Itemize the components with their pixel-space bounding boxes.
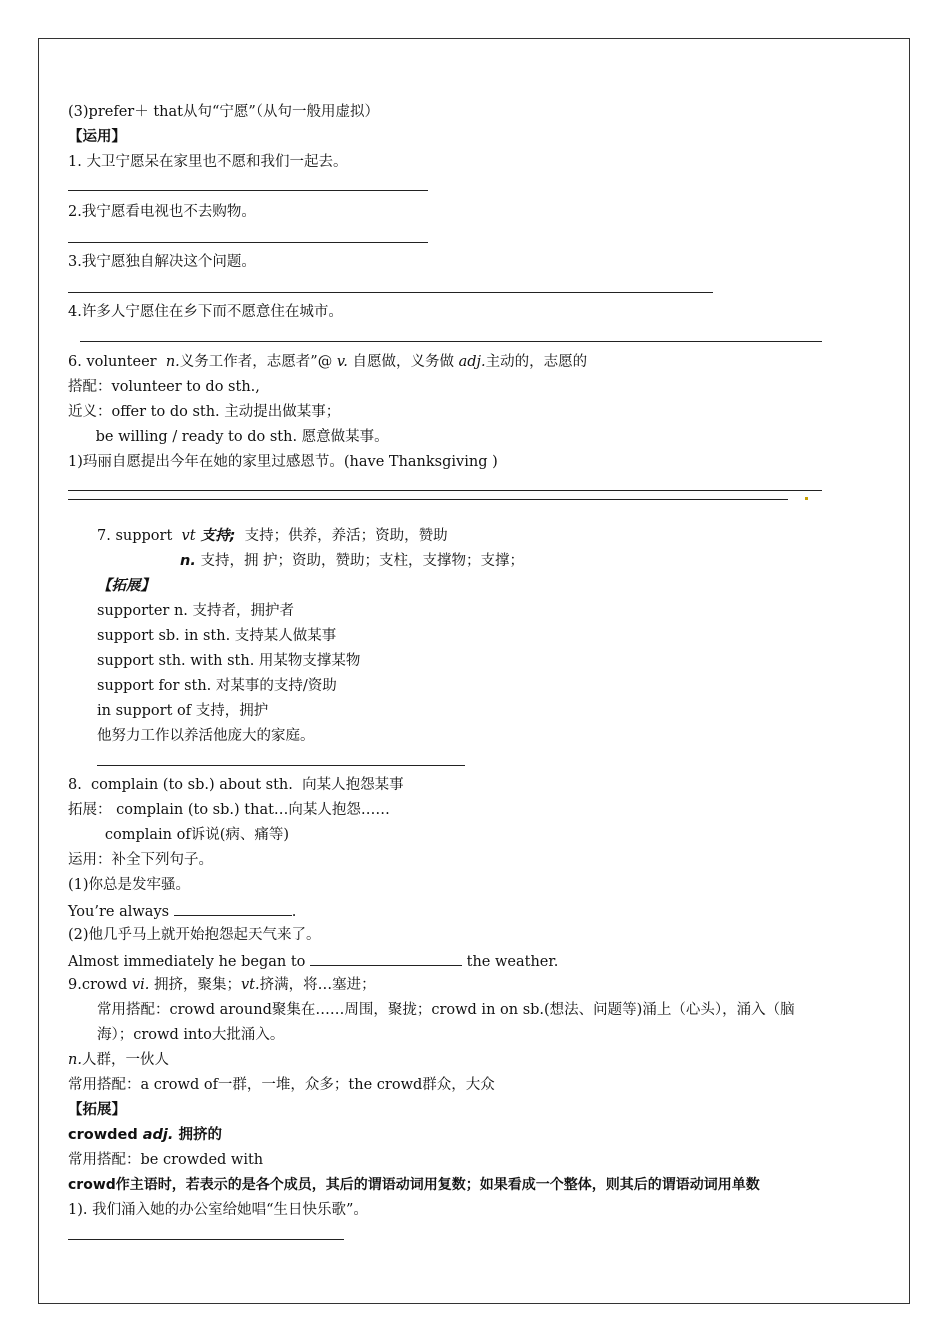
prefer-that-clause: (3)prefer＋ that从句“宁愿”（从句一般用虚拟） <box>68 104 380 120</box>
answer-line-volunteer-1[interactable] <box>68 490 822 491</box>
support-noun-definition: n. 支持，拥 护；资助，赞助；支柱，支撑物；支撑； <box>180 553 525 569</box>
fill-blank-2[interactable] <box>310 951 462 966</box>
yellow-mark <box>805 497 808 500</box>
crowd-verb-definition: 9.crowd vi. 拥挤，聚集；vt.挤满，将…塞进； <box>68 977 376 993</box>
exercise-2: 2.我宁愿看电视也不去购物。 <box>68 204 256 220</box>
support-extension-3: support sth. with sth. 用某物支撑某物 <box>97 653 361 669</box>
support-extension-4: support for sth. 对某事的支持/资助 <box>97 678 337 694</box>
answer-line-2[interactable] <box>68 242 428 243</box>
answer-line-4[interactable] <box>80 341 822 342</box>
complain-extension-1: 拓展： complain (to sb.) that…向某人抱怨…… <box>68 802 390 818</box>
fill-blank-1[interactable] <box>174 901 292 916</box>
crowd-exercise: 1). 我们涌入她的办公室给她唱“生日快乐歌”。 <box>68 1202 368 1218</box>
support-verb-definition: 7. support vt 支持; 支持；供养，养活；资助，赞助 <box>97 528 448 544</box>
volunteer-exercise: 1)玛丽自愿提出今年在她的家里过感恩节。(have Thanksgiving ) <box>68 454 498 470</box>
crowd-grammar-note: crowd作主语时，若表示的是各个成员，其后的谓语动词用复数；如果看成一个整体，则其后的谓语动词用单数 <box>68 1177 760 1193</box>
complain-exercise-2: (2)他几乎马上就开始抱怨起天气来了。 <box>68 927 321 943</box>
volunteer-definition: 6. volunteer n.义务工作者，志愿者”@ v. 自愿做，义务做 adj.主动的，志愿的 <box>68 354 588 370</box>
crowd-collocation-1: 常用搭配：crowd around聚集在……周围，聚拢；crowd in on sb.(想法、问题等)涌上（心头），涌入（脑 <box>97 1002 795 1018</box>
complain-exercise-1-sentence: You’re always . <box>68 901 296 921</box>
volunteer-synonym-1: 近义：offer to do sth. 主动提出做某事； <box>68 404 341 420</box>
answer-line-1[interactable] <box>68 190 428 191</box>
support-extension-2: support sb. in sth. 支持某人做某事 <box>97 628 337 644</box>
crowded-collocation: 常用搭配：be crowded with <box>68 1152 264 1168</box>
page-frame <box>38 38 910 1304</box>
crowd-collocation-2: 常用搭配：a crowd of一群，一堆，众多；the crowd群众，大众 <box>68 1077 495 1093</box>
exercise-4: 4.许多人宁愿住在乡下而不愿意住在城市。 <box>68 304 343 320</box>
section-heading-extension-1: 【拓展】 <box>97 578 155 594</box>
support-extension-5: in support of 支持，拥护 <box>97 703 269 719</box>
answer-line-crowd[interactable] <box>68 1239 344 1240</box>
complain-exercise-1: (1)你总是发牢骚。 <box>68 877 191 893</box>
volunteer-collocation: 搭配：volunteer to do sth., <box>68 379 260 395</box>
section-heading-extension-2: 【拓展】 <box>68 1102 126 1118</box>
answer-line-3[interactable] <box>68 292 713 293</box>
answer-line-support[interactable] <box>97 765 465 766</box>
support-extension-1: supporter n. 支持者，拥护者 <box>97 603 295 619</box>
volunteer-synonym-2: be willing / ready to do sth. 愿意做某事。 <box>68 429 389 445</box>
answer-line-volunteer-2[interactable] <box>68 499 788 500</box>
exercise-1: 1. 大卫宁愿呆在家里也不愿和我们一起去。 <box>68 154 348 170</box>
crowd-noun-definition: n.人群，一伙人 <box>68 1052 169 1068</box>
crowd-collocation-1-cont: 海）；crowd into大批涌入。 <box>97 1027 285 1043</box>
section-heading-practice: 【运用】 <box>68 129 126 145</box>
exercise-3: 3.我宁愿独自解决这个问题。 <box>68 254 256 270</box>
crowded-definition: crowded adj. 拥挤的 <box>68 1127 222 1143</box>
complain-extension-2: complain of诉说(病、痛等) <box>68 827 290 843</box>
complain-practice-instruction: 运用：补全下列句子。 <box>68 852 213 868</box>
complain-exercise-2-sentence: Almost immediately he began to the weather. <box>68 951 558 971</box>
complain-definition: 8. complain (to sb.) about sth. 向某人抱怨某事 <box>68 777 404 793</box>
support-exercise: 他努力工作以养活他庞大的家庭。 <box>97 728 315 744</box>
